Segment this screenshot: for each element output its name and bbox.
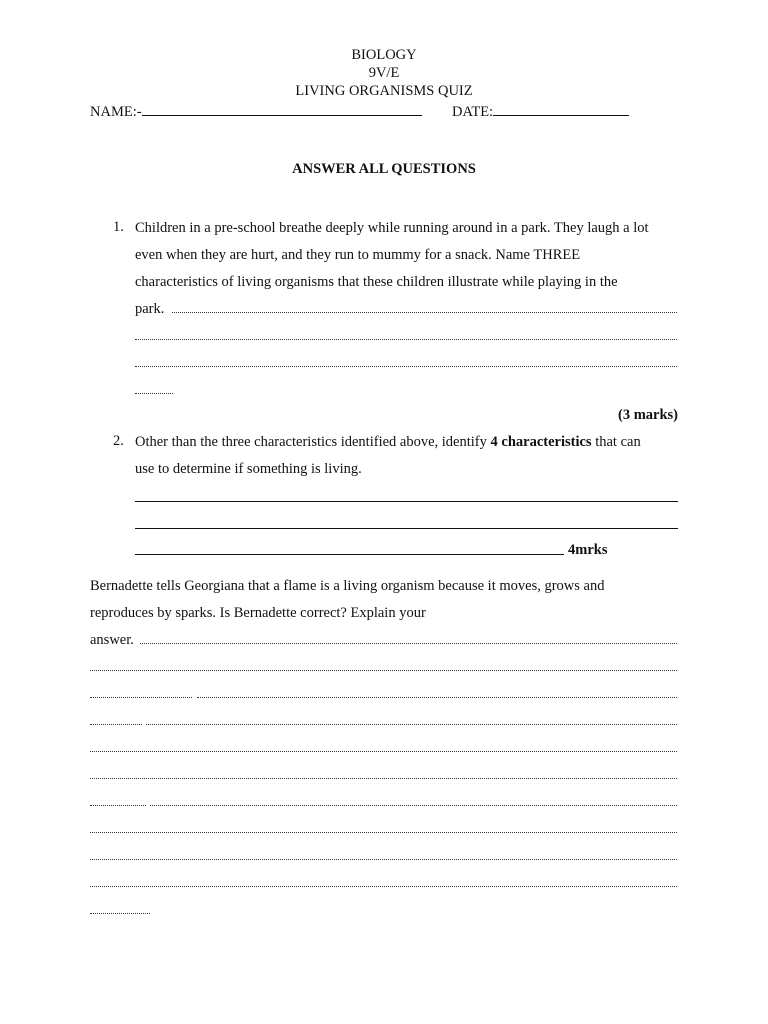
q3-answer-line-7a[interactable]: [90, 805, 146, 806]
q2-text-line1: [135, 433, 641, 451]
q1-text-line2: even when they are hurt, and they run to mummy for a snack. Name THREE: [135, 247, 581, 263]
q3-answer-line-6[interactable]: [90, 778, 677, 779]
q1-number: 1.: [113, 219, 124, 235]
q1-park-word: park.: [135, 301, 165, 317]
q2-text-line2: use to determine if something is living.: [135, 461, 362, 477]
q3-answer-line-3b[interactable]: [197, 697, 677, 698]
quiz-title: LIVING ORGANISMS QUIZ: [295, 83, 473, 99]
q1-text-line1: Children in a pre-school breathe deeply while running around in a park. They laugh a lot: [135, 220, 649, 236]
q3-answer-line-2[interactable]: [90, 670, 677, 671]
name-row: [90, 101, 422, 121]
instruction-heading: ANSWER ALL QUESTIONS: [292, 161, 476, 177]
q1-text-line3: characteristics of living organisms that these children illustrate while playing in the: [135, 274, 618, 290]
q2-text-bold: 4 characteristics: [490, 434, 592, 450]
q1-answer-line-4[interactable]: [135, 393, 173, 394]
q3-text-line1: Bernadette tells Georgiana that a flame is a living organism because it moves, grows and: [90, 578, 605, 594]
date-label: DATE:: [452, 104, 494, 120]
q2-answer-line-3[interactable]: [135, 554, 564, 555]
name-label: NAME:-: [90, 104, 142, 120]
q2-number: 2.: [113, 433, 124, 449]
q3-answer-line-8[interactable]: [90, 832, 677, 833]
q3-answer-line-1[interactable]: [140, 643, 677, 644]
q1-answer-line-2[interactable]: [135, 339, 677, 340]
q2-marks: 4mrks: [568, 542, 608, 558]
q3-answer-line-7b[interactable]: [150, 805, 677, 806]
q2-text-pre: Other than the three characteristics identified above, identify: [135, 434, 487, 450]
class-code: 9V/E: [368, 65, 400, 81]
q1-marks: (3 marks): [617, 407, 678, 423]
q3-answer-line-9[interactable]: [90, 859, 677, 860]
q3-answer-line-4a[interactable]: [90, 724, 142, 725]
q3-text-line2: reproduces by sparks. Is Bernadette correct? Explain your: [90, 605, 426, 621]
q2-answer-line-2[interactable]: [135, 528, 678, 529]
date-row: [452, 101, 629, 121]
name-field[interactable]: [142, 101, 422, 116]
q3-answer-line-5[interactable]: [90, 751, 677, 752]
q3-answer-line-4b[interactable]: [146, 724, 677, 725]
q3-answer-line-3a[interactable]: [90, 697, 192, 698]
q1-text-line4: [135, 300, 164, 318]
q2-answer-line-1[interactable]: [135, 501, 678, 502]
q3-answer-line-10[interactable]: [90, 886, 677, 887]
subject-title: BIOLOGY: [351, 47, 417, 63]
date-field[interactable]: [493, 101, 629, 116]
q1-answer-line-3[interactable]: [135, 366, 677, 367]
q1-answer-line-1[interactable]: [172, 312, 677, 313]
q3-answer-line-11[interactable]: [90, 913, 150, 914]
q3-text-line3: answer.: [90, 632, 134, 648]
q2-text-post: that can: [595, 434, 641, 450]
